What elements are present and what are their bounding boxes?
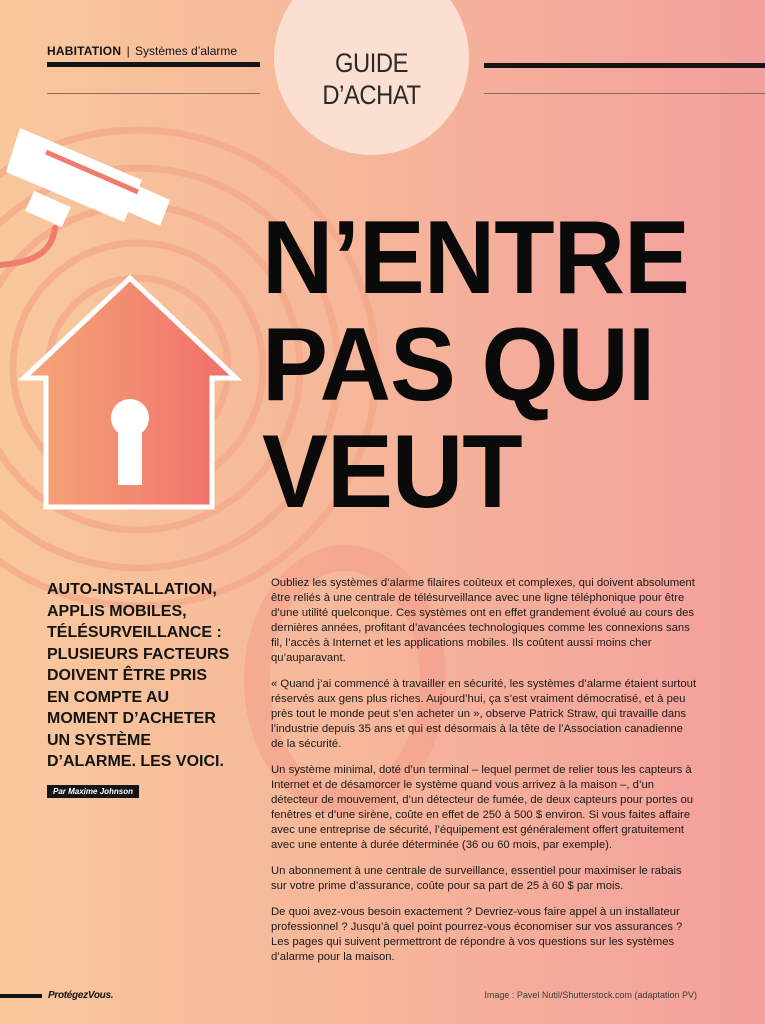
headline — [262, 200, 737, 530]
header-thin-rule-left — [47, 93, 260, 94]
header-rule-left — [47, 62, 260, 67]
footer-brand-logo: ProtégezVous. — [48, 990, 114, 1001]
image-credit: Image : Pavel Nutil/Shutterstock.com (adaptation PV) — [484, 990, 697, 1000]
body-paragraph: De quoi avez-vous besoin exactement ? Devriez-vous faire appel à un installateur professionnel ? Jusqu’à quel point pourrez-vous économiser sur vos assurances ? Les pages qui suivent permettront de répondre à vos questions sur les systèmes d’alarme pour la maison. — [271, 906, 683, 963]
body-paragraph: Oubliez les systèmes d’alarme filaires coûteux et complexes, qui doivent absolument être reliés à une centrale de télésurveillance avec une ligne téléphonique pour être d’une utilité quelconque. Ces systèmes ont en effet grandement évolué au cours des dernières années, profitant d’avancées technologiques comme les connexions sans fil, l’accès à Internet et les applications mobiles. Ils coûtent aussi moins cher qu’auparavant. — [271, 577, 695, 664]
body-paragraph: « Quand j’ai commencé à travailler en sécurité, les systèmes d’alarme étaient surtout réservés aux gens plus riches. Aujourd’hui, ça s’est vraiment démocratisé, et à peu près tout le monde peut s’en acheter un », observe Patrick Straw, qui travaille dans l’industrie depuis 35 ans et qui est désormais à la tête de l’Association canadienne de la sécurité. — [271, 678, 697, 750]
footer-bar — [0, 994, 42, 998]
headline-line-2: PAS QUI — [262, 307, 655, 423]
headline-line-1: N’ENTRE — [262, 200, 690, 316]
guide-title: GUIDE D’ACHAT — [322, 48, 421, 110]
headline-line-3: VEUT — [262, 414, 522, 530]
header-rule-right — [484, 63, 765, 68]
section-subcategory: Systèmes d’alarme — [135, 44, 238, 58]
section-label — [47, 44, 237, 58]
byline: Par Maxime Johnson — [47, 785, 139, 798]
header-thin-rule-right — [484, 93, 765, 94]
body-paragraph: Un abonnement à une centrale de surveillance, essentiel pour maximiser le rabais sur votre prime d’assurance, coûte pour sa part de 25 à 60 $ par mois. — [271, 865, 682, 892]
deck-text: AUTO-INSTALLATION, APPLIS MOBILES, TÉLÉSURVEILLANCE : PLUSIEURS FACTEURS DOIVENT ÊTRE PRIS EN COMPTE AU MOMENT D’ACHETER UN SYSTÈME D’ALARME. LES VOICI. — [47, 581, 230, 770]
section-separator: | — [126, 44, 130, 58]
body-paragraph: Un système minimal, doté d’un terminal – lequel permet de relier tous les capteurs à Internet et de désamorcer le système quand vous arrivez à la maison –, d’un détecteur de mouvement, d’un détecteur de fumée, de deux capteurs pour portes ou fenêtres et d’une sirène, coûte en effet de 250 à 500 $ environ. Si vous faites affaire avec une entreprise de sécurité, l’équipement est généralement offert gratuitement avec une entente à durée déterminée (36 ou 60 mois, par exemple). — [271, 764, 694, 851]
house-keyhole-icon — [24, 278, 236, 507]
security-camera-icon — [0, 128, 170, 265]
article-body — [271, 576, 697, 976]
section-category: HABITATION — [47, 44, 122, 58]
